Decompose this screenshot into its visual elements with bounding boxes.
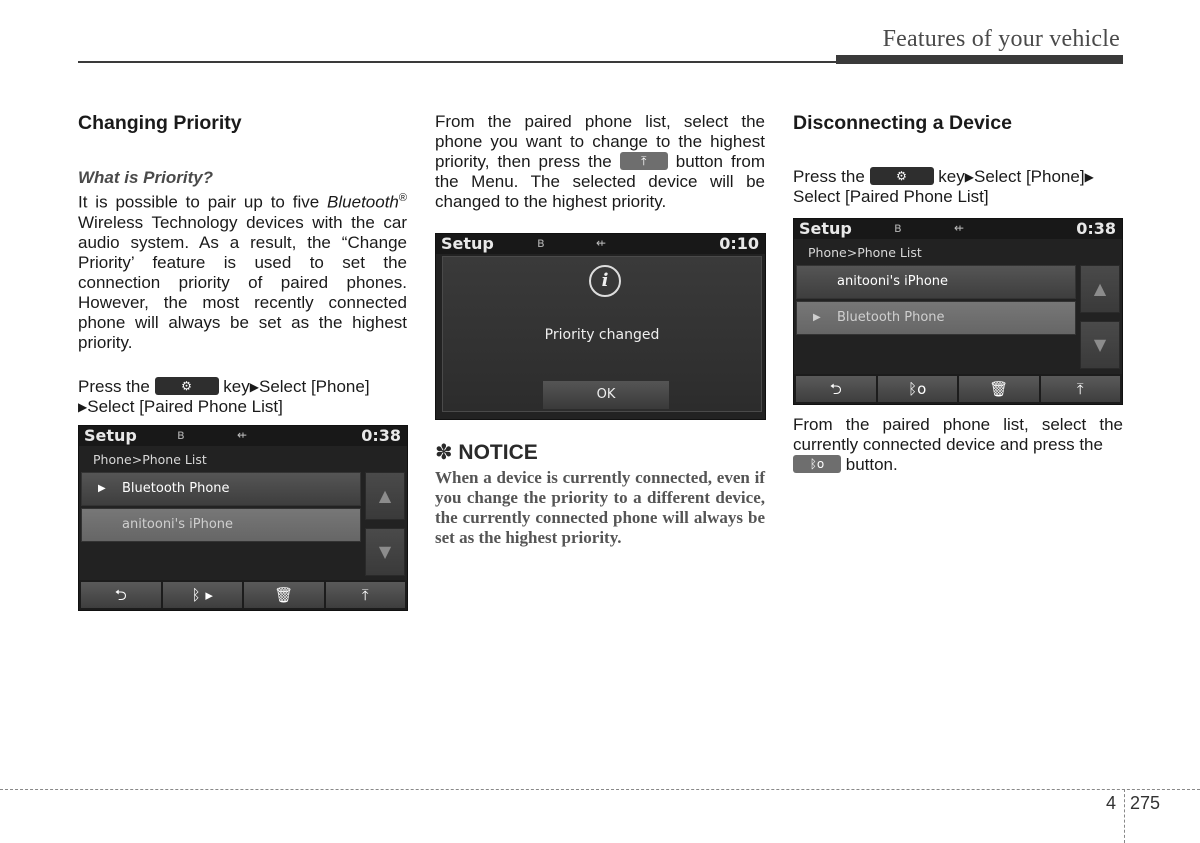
list-item-label: Bluetooth Phone xyxy=(837,310,945,325)
text-run: Wireless Technology devices with the car audio system. As a result, the “Change Priority’ feature is used to set the connection priority of paired phones. However, the most recently connected phone will always be set as the highest priority. xyxy=(78,212,407,352)
priority-paragraph xyxy=(78,188,407,353)
bluetooth-connect-icon[interactable]: ᛒ ▸ xyxy=(163,582,243,608)
list-item-label: Bluetooth Phone xyxy=(122,481,230,496)
instruction-paragraph xyxy=(435,112,765,212)
back-icon[interactable]: ⮌ xyxy=(81,582,161,608)
bluetooth-icon: ʙ xyxy=(177,428,185,443)
bluetooth-disconnect-icon[interactable]: ᛒo xyxy=(878,376,958,402)
move-to-top-icon: ⤒ xyxy=(641,154,647,168)
info-icon: i xyxy=(589,265,621,297)
text-run: Press the xyxy=(793,167,865,186)
breadcrumb: Phone>Phone List xyxy=(93,452,207,467)
notice-box xyxy=(435,440,765,548)
text-run: Select [Paired Phone List] xyxy=(87,396,283,416)
phone-list-screen xyxy=(78,425,408,611)
arrow-right-icon: ▶ xyxy=(964,170,974,184)
list-item[interactable] xyxy=(81,472,361,506)
back-icon[interactable]: ⮌ xyxy=(796,376,876,402)
chapter-number: 4 xyxy=(1106,793,1117,813)
priority-changed-screen xyxy=(435,233,766,420)
popup-dialog xyxy=(442,256,762,412)
phone-list-screen xyxy=(793,218,1123,405)
disconnect-key xyxy=(793,455,841,473)
notice-title: ✽ NOTICE xyxy=(435,441,538,464)
list-item[interactable] xyxy=(81,508,361,542)
priority-key xyxy=(620,152,668,170)
footer-rule xyxy=(0,789,1200,790)
column-changing-priority xyxy=(78,112,407,417)
breadcrumb: Phone>Phone List xyxy=(808,245,922,260)
ok-button[interactable]: OK xyxy=(543,381,669,409)
play-icon: ▶ xyxy=(813,312,821,323)
clock: 0:38 xyxy=(361,426,401,445)
setup-key xyxy=(155,377,219,395)
popup-message: Priority changed xyxy=(544,327,660,343)
text-run: Select [Paired Phone List] xyxy=(793,187,989,206)
scroll-up-button[interactable]: ▲ xyxy=(365,472,405,520)
text-run: From the paired phone list, select the currently connected device and press the xyxy=(793,415,1123,454)
text-run: button. xyxy=(845,455,898,474)
running-header: Features of your vehicle xyxy=(882,26,1120,52)
text-run: It is possible to pair up to five xyxy=(78,192,328,212)
instruction-paragraph xyxy=(78,377,407,417)
bluetooth-icon: ʙ xyxy=(537,236,545,251)
text-run: Press the xyxy=(78,376,150,396)
gear-icon: ⚙ xyxy=(181,378,192,393)
registered-mark: ® xyxy=(398,192,407,204)
move-to-top-icon[interactable]: ⤒ xyxy=(326,582,406,608)
move-to-top-icon[interactable]: ⤒ xyxy=(1041,376,1121,402)
text-run: Select [Phone] xyxy=(973,167,1085,186)
instruction-paragraph xyxy=(793,415,1123,475)
list-item-label: anitooni's iPhone xyxy=(122,517,234,532)
arrow-right-icon: ▶ xyxy=(78,399,88,414)
screen-title: Setup xyxy=(799,219,852,238)
notice-text: When a device is currently connected, even if you change the priority to a different device, the currently connected phone will always be set as the highest priority. xyxy=(435,468,765,547)
scroll-up-button[interactable]: ▲ xyxy=(1080,265,1120,313)
setup-key xyxy=(870,167,934,185)
clock: 0:38 xyxy=(1076,219,1116,238)
play-icon: ▶ xyxy=(98,483,106,494)
usb-icon: ⇷ xyxy=(237,428,248,442)
text-run: key xyxy=(938,167,965,186)
usb-icon: ⇷ xyxy=(596,236,607,250)
arrow-right-icon: ▶ xyxy=(249,379,259,394)
text-run: From the paired phone list, select the phone you want to change to the highest priority, then press the xyxy=(435,112,765,171)
section-heading: Disconnecting a Device xyxy=(793,112,1012,134)
column-priority-steps xyxy=(435,112,765,212)
list-item[interactable] xyxy=(796,265,1076,299)
header-rule xyxy=(78,61,1123,63)
screen-title: Setup xyxy=(84,426,137,445)
soft-key-bar xyxy=(794,374,1122,404)
list-item-label: anitooni's iPhone xyxy=(837,274,949,289)
column-disconnecting xyxy=(793,112,1123,207)
instruction-paragraph xyxy=(793,167,1123,207)
brand-name: Bluetooth xyxy=(327,192,399,212)
usb-icon: ⇷ xyxy=(954,221,965,235)
trash-icon[interactable]: 🗑 xyxy=(959,376,1039,402)
scroll-down-button[interactable]: ▼ xyxy=(1080,321,1120,369)
gear-icon: ⚙ xyxy=(896,169,907,183)
arrow-right-icon: ▶ xyxy=(1084,170,1094,184)
clock: 0:10 xyxy=(719,234,759,253)
text-run: Select [Phone] xyxy=(258,376,370,396)
subheading: What is Priority? xyxy=(78,168,214,187)
bluetooth-icon: ʙ xyxy=(894,221,902,236)
trash-icon[interactable]: 🗑 xyxy=(244,582,324,608)
soft-key-bar xyxy=(79,580,407,610)
bluetooth-disconnect-icon: ᛒo xyxy=(809,457,825,471)
disconnect-paragraph-box xyxy=(793,415,1123,475)
text-run: button from the Menu. The selected device will be changed to the highest priority. xyxy=(435,152,765,211)
section-heading: Changing Priority xyxy=(78,112,242,134)
scroll-down-button[interactable]: ▼ xyxy=(365,528,405,576)
text-run: key xyxy=(223,376,250,396)
screen-title: Setup xyxy=(441,234,494,253)
list-item[interactable] xyxy=(796,301,1076,335)
page-number: 275 xyxy=(1130,793,1161,813)
footer-divider xyxy=(1124,789,1125,843)
